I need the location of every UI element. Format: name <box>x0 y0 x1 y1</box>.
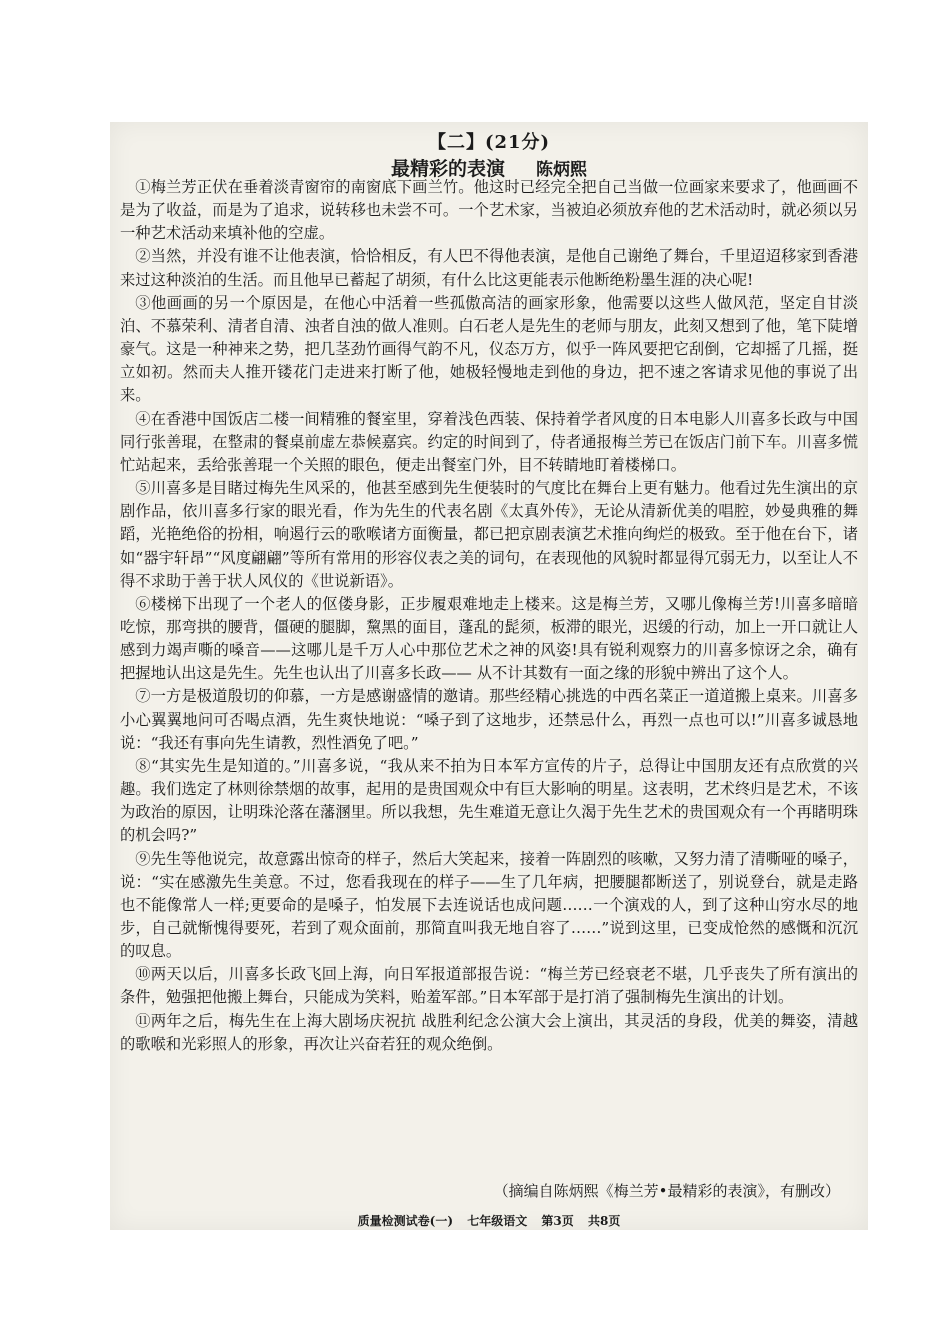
footer-subject: 七年级语文 <box>467 1214 528 1228</box>
paragraph: ⑨先生等他说完，故意露出惊奇的样子，然后大笑起来，接着一阵剧烈的咳嗽，又努力清了清嘶哑的嗓子，说：“实在感激先生美意。不过，您看我现在的样子——生了几年病，把腰腿都断送了，别说登台，就是走路也不能像常人一样;更要命的是嗓子，怕发展下去连说话也成问题……一个演戏的人，到了这种山穷水尽的地步，自己就惭愧得要死，若到了观众面前，那简直叫我无地自容了……”说到这里，已变成怆然的感慨和沉沉的叹息。 <box>120 849 858 961</box>
paragraph: ⑤川喜多是目睹过梅先生风采的，他甚至感到先生便装时的气度比在舞台上更有魅力。他看过先生演出的京剧作品，依川喜多行家的眼光看，作为先生的代表名剧《太真外传》，无论从清新优美的唱腔，妙曼典雅的舞蹈，光艳绝俗的扮相，响遏行云的歌喉诸方面衡量，都已把京剧表演艺术推向绚烂的极致。至于他在台下，诸如“器宇轩昂”“风度翩翩”等所有常用的形容仪表之美的词句，在表现他的风貌时都显得冗弱无力，以至让人不得不求助于善于状人风仪的《世说新语》。 <box>120 479 858 590</box>
article-body <box>120 176 858 1056</box>
scanned-exam-page <box>110 122 868 1230</box>
source-note: （摘编自陈炳熙《梅兰芳•最精彩的表演》，有删改） <box>493 1182 840 1200</box>
paragraph: ①梅兰芳正伏在垂着淡青窗帘的南窗底下画兰竹。他这时已经完全把自己当做一位画家来要求了，他画画不是为了收益，而是为了追求，说转移也未尝不可。一个艺术家，当被迫必须放弃他的艺术活动时，就必须以另一种艺术活动来填补他的空虚。 <box>120 178 858 243</box>
paragraph: ③他画画的另一个原因是，在他心中活着一些孤傲高洁的画家形象，他需要以这些人做风范，坚定自甘淡泊、不慕荣利、清者自清、浊者自浊的做人准则。白石老人是先生的老师与朋友，此刻又想到了他，笔下陡增豪气。这是一种神来之势，把几茎劲竹画得气韵不凡，仪态万方，似乎一阵风要把它刮倒，它却摇了几摇，挺立如初。然而夫人推开镂花门走进来打断了他，她极轻慢地走到他的身边，把不速之客请求见他的事说了出来。 <box>120 293 858 405</box>
paragraph: ⑦一方是极道殷切的仰慕，一方是感谢盛情的邀请。那些经精心挑选的中西名菜正一道道搬上桌来。川喜多小心翼翼地问可否喝点酒，先生爽快地说：“嗓子到了这地步，还禁忌什么，再烈一点也可以!”川喜多诚恳地说：“我还有事向先生请教，烈性酒免了吧。” <box>120 687 858 752</box>
paragraph: ⑪两年之后，梅先生在上海大剧场庆祝抗 战胜利纪念公演大会上演出，其灵活的身段，优美的舞姿，清越的歌喉和光彩照人的形象，再次让兴奋若狂的观众绝倒。 <box>120 1011 858 1053</box>
paragraph: ②当然，并没有谁不让他表演，恰恰相反，有人巴不得他表演，是他自己谢绝了舞台，千里迢迢移家到香港来过这种淡泊的生活。而且他早已蓄起了胡须，有什么比这更能表示他断绝粉墨生涯的决心呢! <box>120 247 858 289</box>
article-author: 陈炳熙 <box>536 160 588 180</box>
paragraph: ⑥楼梯下出现了一个老人的伛偻身影，正步履艰难地走上楼来。这是梅兰芳，又哪儿像梅兰芳!川喜多暗暗吃惊，那弯拱的腰背，僵硬的腿脚，黧黑的面目，蓬乱的髭须，板滞的眼光，迟缓的行动，加上一开口就让人感到力竭声嘶的嗓音——这哪儿是千万人心中那位艺术之神的风姿!具有锐利观察力的川喜多惊讶之余，确有把握地认出这是先生。先生也认出了川喜多长政—— 从不计其数有一面之缘的形貌中辨出了这个人。 <box>120 594 858 683</box>
article-title: 最精彩的表演 <box>390 158 505 180</box>
section-heading: 【二】(21分) <box>427 132 551 153</box>
footer-exam: 质量检测试卷(一) <box>357 1214 454 1228</box>
footer-total: 共8页 <box>587 1214 621 1228</box>
paragraph: ④在香港中国饭店二楼一间精雅的餐室里，穿着浅色西装、保持着学者风度的日本电影人川喜多长政与中国同行张善琨，在整肃的餐桌前虚左恭候嘉宾。约定的时间到了，侍者通报梅兰芳已在饭店门前下车。川喜多慌忙站起来，丢给张善琨一个关照的眼色，便走出餐室门外，目不转睛地盯着楼梯口。 <box>120 409 858 474</box>
footer-page: 第3页 <box>541 1214 574 1228</box>
page-footer <box>110 1212 868 1229</box>
paragraph: ⑧“其实先生是知道的。”川喜多说，“我从来不拍为日本军方宣传的片子，总得让中国朋友还有点欣赏的兴趣。我们选定了林则徐禁烟的故事，起用的是贵国观众中有巨大影响的明星。这表明，艺术终归是艺术，不该为政治的原因，让明珠沦落在藩溷里。所以我想，先生难道无意让久渴于先生艺术的贵国观众有一个再睹明珠的机会吗?” <box>120 756 858 845</box>
paragraph: ⑩两天以后，川喜多长政飞回上海，向日军报道部报告说：“梅兰芳已经衰老不堪，几乎丧失了所有演出的条件，勉强把他搬上舞台，只能成为笑料，贻羞军部。”日本军部于是打消了强制梅先生演出的计划。 <box>120 965 858 1007</box>
